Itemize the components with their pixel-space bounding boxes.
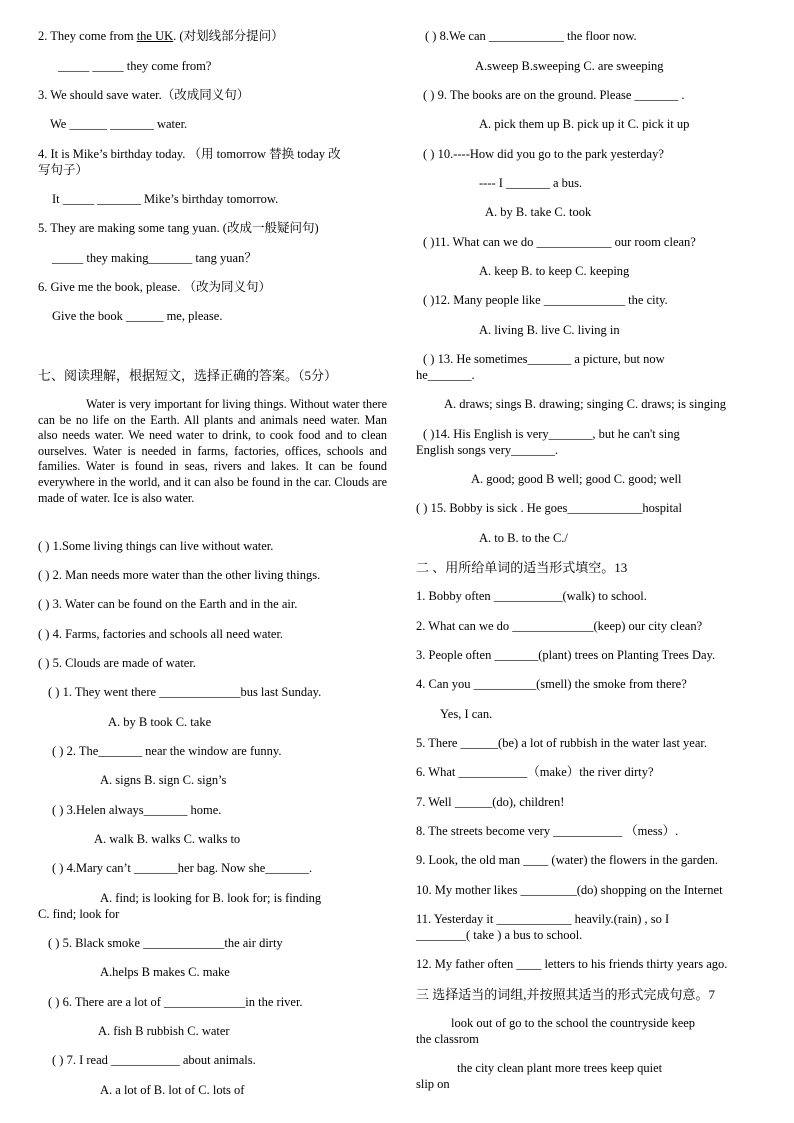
choice-q3-options: A. walk B. walks C. walks to — [94, 832, 241, 846]
fill-item-6: 6. What ___________（make）the river dirty? — [416, 765, 654, 779]
fill-item-2: 2. What can we do _____________(keep) our city clean? — [416, 619, 703, 633]
choice-q9-options: A. pick them up B. pick up it C. pick it up — [479, 117, 690, 131]
rewrite-q3-answer: We ______ _______ water. — [50, 117, 188, 131]
fill-item-9: 9. Look, the old man ____ (water) the flowers in the garden. — [416, 853, 718, 867]
choice-q13-options: A. draws; sings B. drawing; singing C. draws; is singing — [444, 397, 726, 411]
rewrite-q2: 2. They come from the UK. (对划线部分提问） — [38, 29, 284, 43]
choice-q14-line2: English songs very_______. — [416, 443, 559, 457]
choice-q13-line1: ( ) 13. He sometimes_______ a picture, but now — [423, 352, 665, 366]
choice-q2: ( ) 2. The_______ near the window are funny. — [52, 744, 282, 758]
choice-q12: ( )12. Many people like _____________ the city. — [423, 293, 668, 307]
choice-q3: ( ) 3.Helen always_______ home. — [52, 803, 222, 817]
fill-item-1: 1. Bobby often ___________(walk) to school. — [416, 589, 647, 603]
choice-q11-options: A. keep B. to keep C. keeping — [479, 264, 630, 278]
tf-question-2: ( ) 2. Man needs more water than the other living things. — [38, 568, 321, 582]
choice-q2-options: A. signs B. sign C. sign’s — [100, 773, 227, 787]
choice-q10: ( ) 10.----How did you go to the park yesterday? — [423, 147, 664, 161]
phrases-row2-line2: slip on — [416, 1077, 450, 1091]
choice-q1: ( ) 1. They went there _____________bus last Sunday. — [48, 685, 322, 699]
fill-item-11-line2: ________( take ) a bus to school. — [416, 928, 583, 942]
underlined-phrase: the UK — [136, 29, 174, 43]
choice-q15-options: A. to B. to the C./ — [479, 531, 568, 545]
choice-q9: ( ) 9. The books are on the ground. Please _______ . — [423, 88, 685, 102]
tf-question-4: ( ) 4. Farms, factories and schools all need water. — [38, 627, 284, 641]
choice-q14-options: A. good; good B well; good C. good; well — [471, 472, 682, 486]
fill-item-8: 8. The streets become very ___________ （mess）. — [416, 824, 679, 838]
fill-item-3: 3. People often _______(plant) trees on Planting Trees Day. — [416, 648, 716, 662]
choice-q7-options: A. a lot of B. lot of C. lots of — [100, 1083, 245, 1097]
rewrite-q6-answer: Give the book ______ me, please. — [52, 309, 223, 323]
rewrite-q5: 5. They are making some tang yuan. (改成一般疑问句) — [38, 221, 319, 235]
rewrite-q4-line2: 写句子） — [38, 163, 89, 177]
fill-item-7: 7. Well ______(do), children! — [416, 795, 565, 809]
tf-question-3: ( ) 3. Water can be found on the Earth and in the air. — [38, 597, 298, 611]
reading-passage: Water is very important for living things. Without water there can be no life on the Earth. All plants and animals need water. Man also needs water. We need water to drink, to cook food and to clean ourselves. Water is needed in farms, factories, offices, schools and families. Water is found in seas, rivers and lakes. It can be found everywhere in the world, and it can also be found in the car. Clouds are made of water. Ice is also water. — [38, 397, 387, 505]
choice-q4: ( ) 4.Mary can’t _______her bag. Now she_______. — [52, 861, 313, 875]
rewrite-q4-line1: 4. It is Mike’s birthday today. （用 tomorrow 替换 today 改 — [38, 147, 341, 161]
choice-q11: ( )11. What can we do ____________ our room clean? — [423, 235, 696, 249]
tf-question-1: ( ) 1.Some living things can live without water. — [38, 539, 274, 553]
choice-q5: ( ) 5. Black smoke _____________the air dirty — [48, 936, 283, 950]
rewrite-q2-answer: _____ _____ they come from? — [58, 59, 212, 73]
choice-q6: ( ) 6. There are a lot of _____________in the river. — [48, 995, 303, 1009]
choice-q10-options: A. by B. take C. took — [485, 205, 592, 219]
choice-q13-line2: he_______. — [416, 368, 475, 382]
choice-q12-options: A. living B. live C. living in — [479, 323, 620, 337]
fill-item-5: 5. There ______(be) a lot of rubbish in the water last year. — [416, 736, 708, 750]
fill-item-4: 4. Can you __________(smell) the smoke from there? — [416, 677, 687, 691]
reading-heading: 七、阅读理解，根据短文，选择正确的答案。（5分） — [38, 368, 338, 383]
choice-q8: ( ) 8.We can ____________ the floor now. — [425, 29, 637, 43]
rewrite-q5-answer: _____ they making_______ tang yuan？ — [52, 251, 257, 265]
choice-q1-options: A. by B took C. take — [108, 715, 212, 729]
fill-item-11-line1: 11. Yesterday it ____________ heavily.(rain) , so I — [416, 912, 670, 926]
phrases-row1-line2: the classrom — [416, 1032, 479, 1046]
phrases-heading: 三 选择适当的词组,并按照其适当的形式完成句意。7 — [416, 987, 716, 1002]
fill-heading: 二 、用所给单词的适当形式填空。13 — [416, 560, 628, 575]
choice-q14-line1: ( )14. His English is very_______, but he can't sing — [423, 427, 680, 441]
choice-q10-answer-line: ---- I _______ a bus. — [479, 176, 583, 190]
phrases-row2-line1: the city clean plant more trees keep quiet — [457, 1061, 663, 1075]
choice-q15: ( ) 15. Bobby is sick . He goes____________hospital — [416, 501, 682, 515]
choice-q8-options: A.sweep B.sweeping C. are sweeping — [475, 59, 664, 73]
rewrite-q3: 3. We should save water.（改成同义句） — [38, 88, 250, 102]
choice-q7: ( ) 7. I read ___________ about animals. — [52, 1053, 256, 1067]
rewrite-q6: 6. Give me the book, please. （改为同义句） — [38, 280, 271, 294]
choice-q4-options-line2: C. find; look for — [38, 907, 120, 921]
phrases-row1-line1: look out of go to the school the countryside keep — [451, 1016, 696, 1030]
fill-item-10: 10. My mother likes _________(do) shopping on the Internet — [416, 883, 723, 897]
tf-question-5: ( ) 5. Clouds are made of water. — [38, 656, 196, 670]
fill-item-12: 12. My father often ____ letters to his friends thirty years ago. — [416, 957, 728, 971]
choice-q4-options-line1: A. find; is looking for B. look for; is finding — [100, 891, 322, 905]
rewrite-q4-answer: It _____ _______ Mike’s birthday tomorrow. — [52, 192, 279, 206]
fill-item-4-answer: Yes, I can. — [440, 707, 493, 721]
choice-q5-options: A.helps B makes C. make — [100, 965, 230, 979]
choice-q6-options: A. fish B rubbish C. water — [98, 1024, 230, 1038]
